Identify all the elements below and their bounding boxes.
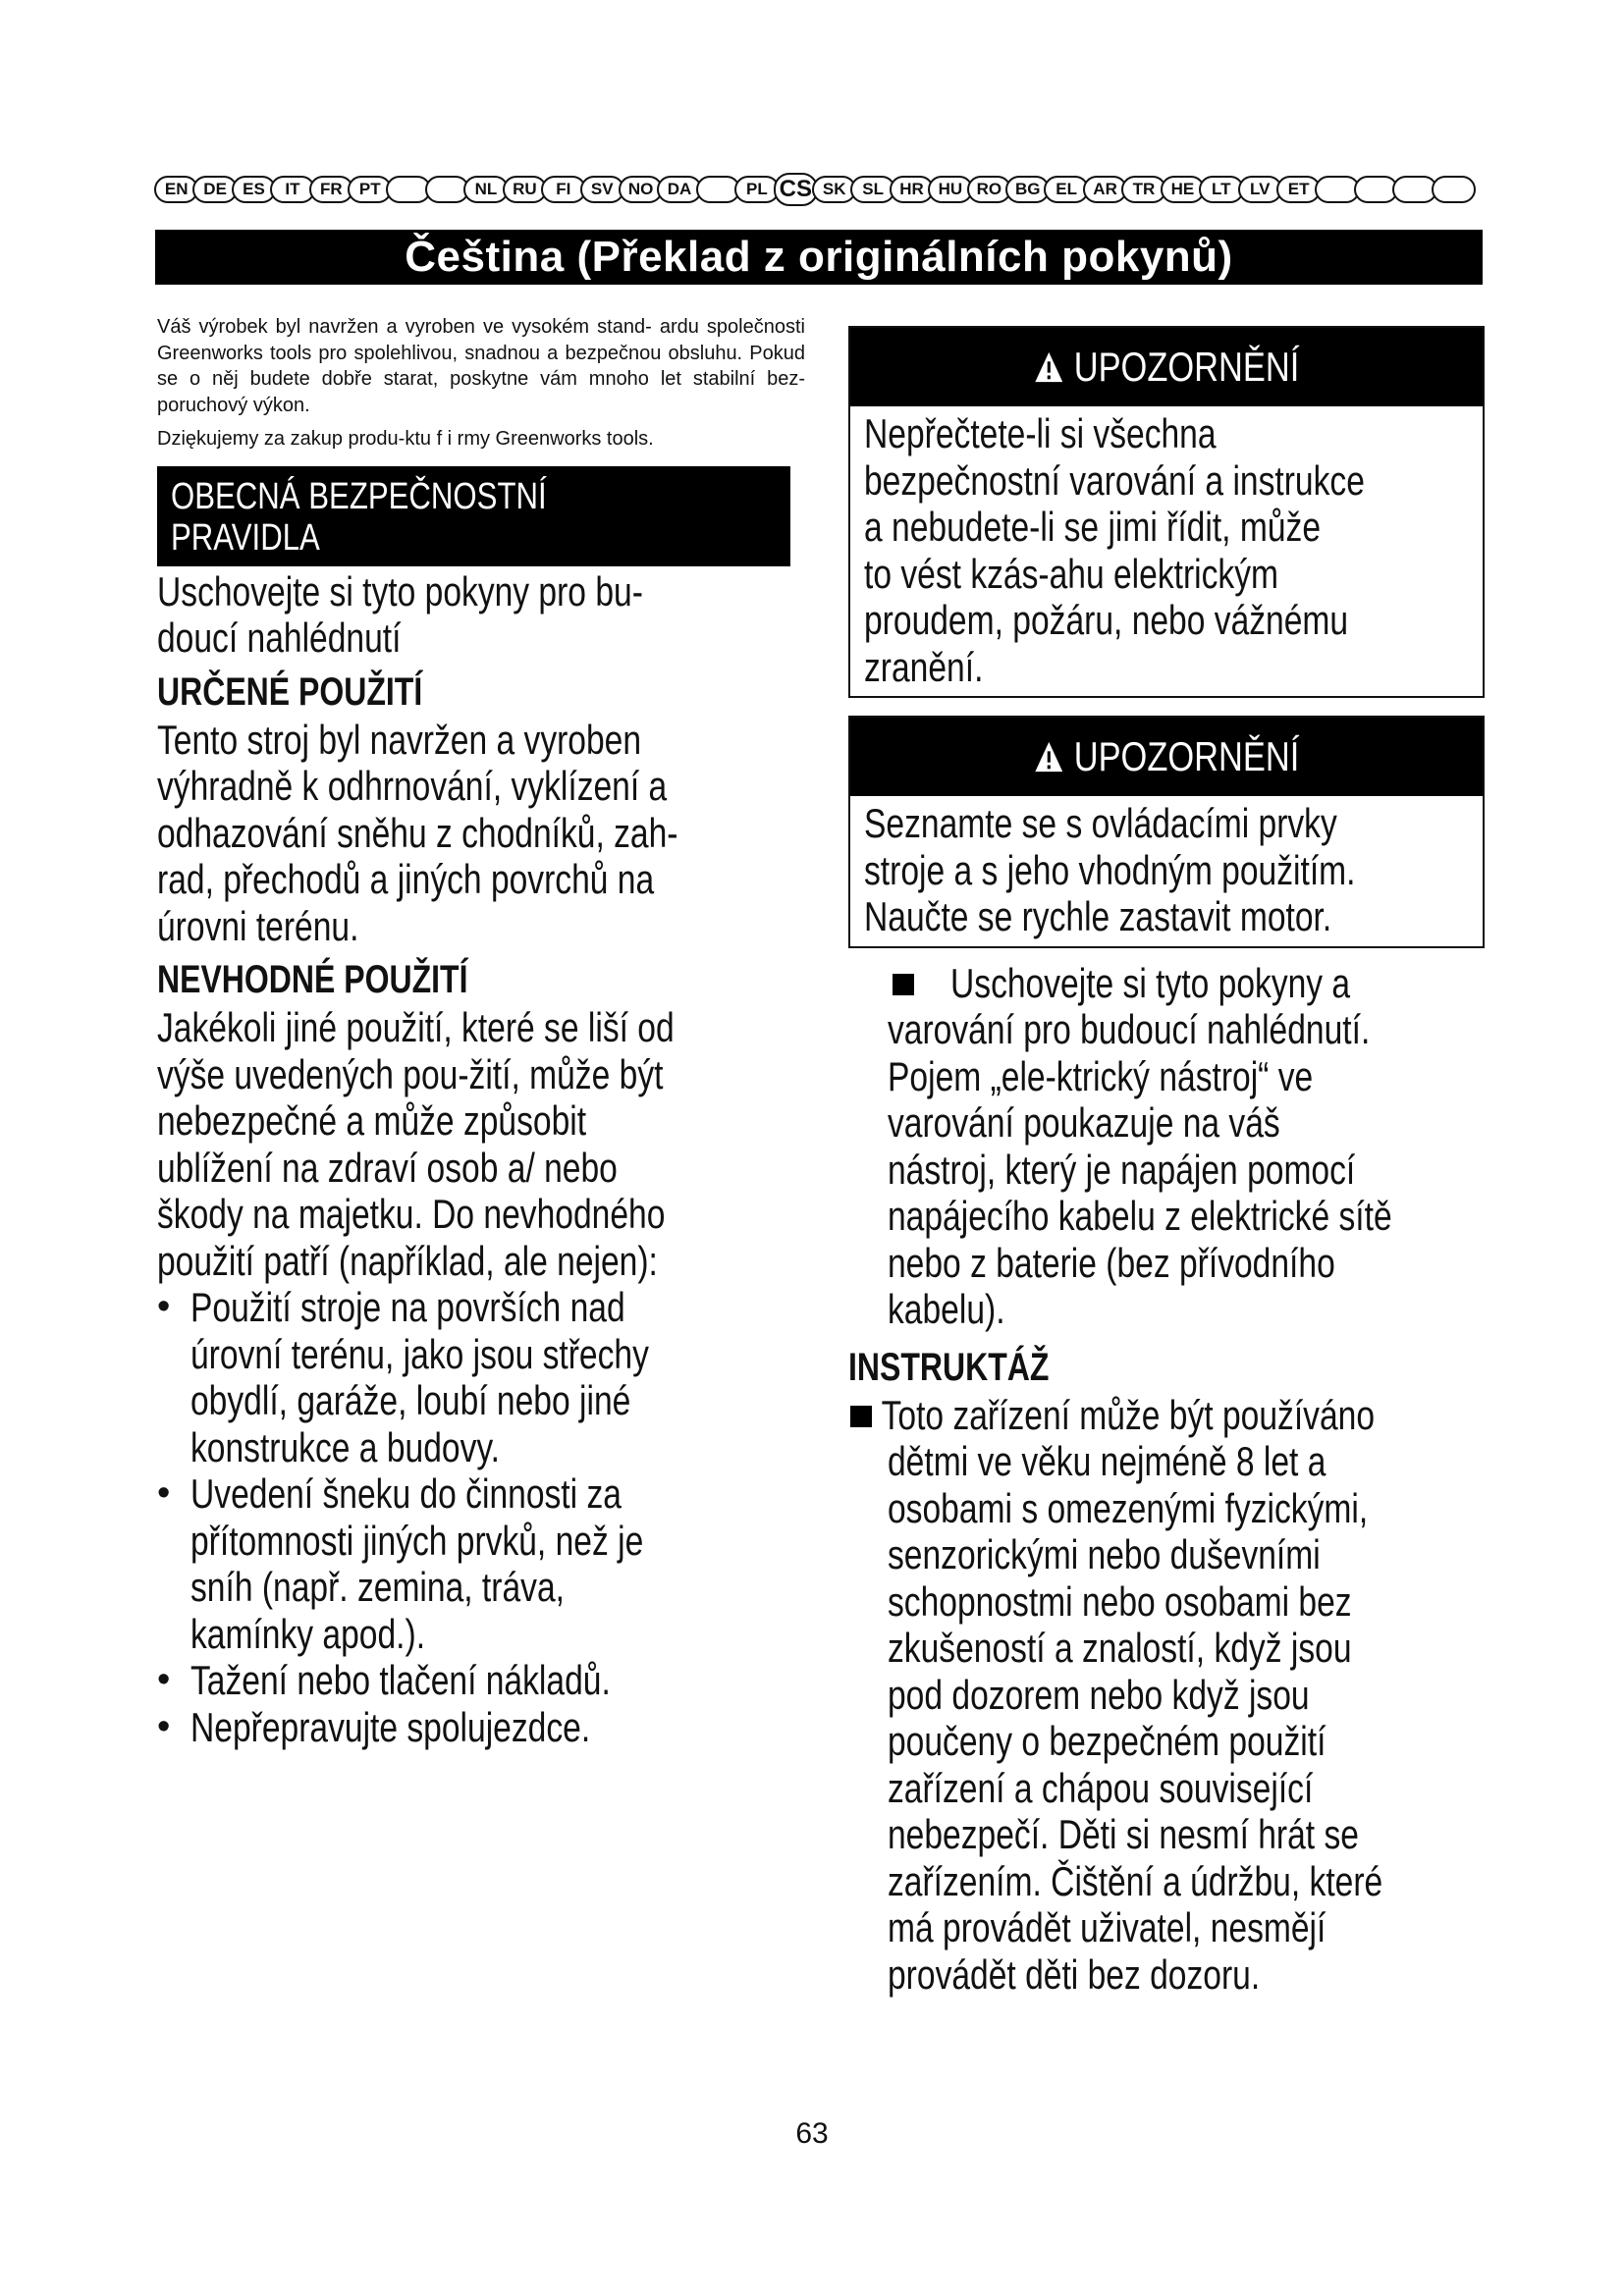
language-tab-ru[interactable]: RU (503, 176, 547, 203)
warning-triangle-icon (1034, 740, 1064, 774)
warning-box-2 (848, 716, 1485, 948)
improper-use-list (157, 1284, 805, 1750)
keep-instructions-text: Uschovejte si tyto pokyny pro bu- doucí nahlédnutí (157, 567, 643, 661)
list-item (157, 1470, 805, 1657)
text-line: škody na majetku. Do nevhodného (157, 1191, 666, 1237)
language-tab-sl[interactable]: SL (850, 176, 894, 203)
text-line: dětmi ve věku nejméně 8 let a (888, 1438, 1326, 1484)
page-title: Čeština (Překlad z originálních pokynů) (155, 230, 1483, 285)
language-tab-sk[interactable]: SK (812, 176, 856, 203)
warning-header: UPOZORNĚNÍ (850, 718, 1483, 796)
text-line: Pojem „ele-ktrický nástroj“ ve (888, 1052, 1314, 1099)
language-tab-de[interactable]: DE (192, 176, 237, 203)
text-line: schopnostmi nebo osobami bez (888, 1577, 1352, 1625)
language-tab-lt[interactable]: LT (1199, 176, 1243, 203)
text-line: osobami s omezenými fyzickými, (888, 1484, 1369, 1531)
list-item (157, 1284, 805, 1470)
warning-body (850, 796, 1483, 946)
language-tab-et[interactable]: ET (1276, 176, 1321, 203)
text-line: odhazování sněhu z chodníků, zah- (157, 809, 678, 856)
language-tab-pl[interactable]: PL (734, 176, 779, 203)
language-tab-el[interactable]: EL (1044, 176, 1088, 203)
language-tab-nl[interactable]: NL (463, 176, 508, 203)
intended-use-text (157, 717, 805, 950)
list-item-line: • Nepřepravujte spolujezdce. (190, 1703, 591, 1750)
language-tab-en[interactable]: EN (154, 176, 198, 203)
text-line: zkušeností a znalostí, když jsou (888, 1625, 1352, 1671)
text-line: varování pro budoucí nahlédnutí. (888, 1006, 1371, 1052)
text-line: zařízením. Čištění a údržbu, které (888, 1857, 1383, 1904)
text-line: má provádět uživatel, nesmějí (888, 1904, 1326, 1950)
text-line: Tento stroj byl navržen a vyroben (157, 716, 642, 763)
language-tab-cs[interactable]: CS (774, 173, 818, 206)
list-item-line: • Tažení nebo tlačení nákladů. (190, 1657, 611, 1703)
language-tab-tr[interactable]: TR (1121, 176, 1165, 203)
language-tab-hr[interactable]: HR (890, 176, 934, 203)
warning-line: Nepřečtete-li si všechna (864, 410, 1217, 456)
keep-warnings-text: Uschovejte si tyto pokyny a varování pro budoucí nahlédnutí. Pojem „ele-ktrický nástroj“ ve varování poukazuje na váš nástroj, který je napájen pomocí napájecího kabelu z elektrické sítě nebo z baterie (bez přívodního kabelu). (888, 959, 1392, 1332)
language-tab-lv[interactable]: LV (1238, 176, 1282, 203)
language-tab-no[interactable]: NO (619, 176, 663, 203)
warning-line: Seznamte se s ovládacími prvky (864, 800, 1337, 846)
instruction-text: Toto zařízení může být používáno dětmi ve věku nejméně 8 let a osobami s omezenými fyzickými, senzorickými nebo duševními schopnostmi nebo osobami bez zkušeností a znalostí, když jsou pod dozorem nebo když jsou poučeny o bezpečném použití zařízení a chápou související nebezpečí. Děti si nesmí hrát se zařízením. Čištění a údržbu, které má provádět uživatel, nesmějí provádět děti bez dozoru. (848, 1392, 1489, 1999)
list-item-line: přítomnosti jiných prvků, než je (190, 1517, 644, 1564)
list-item-line: obydlí, garáže, loubí nebo jiné (190, 1377, 631, 1423)
list-item-line: sníh (např. zemina, tráva, (190, 1564, 565, 1610)
text-line: kabelu). (888, 1286, 1005, 1332)
language-tab-da[interactable]: DA (657, 176, 701, 203)
warning-header: UPOZORNĚNÍ (850, 328, 1483, 406)
page-number: 63 (795, 2117, 829, 2150)
intro-paragraph: Váš výrobek byl navržen a vyroben ve vysokém stand- ardu společnosti Greenworks tools pro spolehlivou, snadnou a bezpečnou obsluhu. Pokud se o něj budete dobře starat, poskytne vám mnoho let stabilní bez- poruchový výkon. (157, 316, 805, 416)
text-line: výše uvedených pou-žití, může být (157, 1050, 664, 1097)
text-line: nebezpečí. Děti si nesmí hrát se (888, 1811, 1359, 1857)
text-line: výhradně k odhrnování, vyklízení a (157, 763, 668, 809)
language-tab-empty[interactable] (1315, 176, 1359, 203)
text-line: nebo z baterie (bez přívodního (888, 1239, 1335, 1286)
left-column (157, 314, 805, 1750)
list-item-line: úrovní terénu, jako jsou střechy (190, 1330, 649, 1377)
improper-use-heading: NEVHODNÉ POUŽITÍ (157, 958, 468, 1001)
text-line: pod dozorem nebo když jsou (888, 1671, 1310, 1718)
text-line: poučeny o bezpečném použití (888, 1718, 1326, 1764)
text-line: Jakékoli jiné použití, které se liší od (157, 1004, 675, 1050)
language-tab-pt[interactable]: PT (348, 176, 392, 203)
text-line: nebezpečné a může způsobit (157, 1097, 587, 1144)
list-item (157, 1704, 805, 1751)
text-line: zařízení a chápou související (888, 1764, 1314, 1811)
list-item-line: • Použití stroje na površích nad (190, 1284, 625, 1330)
language-tab-fr[interactable]: FR (309, 176, 353, 203)
language-tab-bg[interactable]: BG (1005, 176, 1050, 203)
language-tab-it[interactable]: IT (270, 176, 314, 203)
intended-use-heading: URČENÉ POUŽITÍ (157, 669, 423, 714)
instruction-heading: INSTRUKTÁŽ (848, 1345, 1050, 1389)
warning-line: stroje a s jeho vhodným použitím. (864, 846, 1356, 893)
improper-use-text (157, 1004, 805, 1284)
warning-line: a nebudete-li se jimi řídit, může (864, 504, 1322, 550)
language-tab-ro[interactable]: RO (967, 176, 1011, 203)
warning-line: bezpečnostní varování a instrukce (864, 456, 1365, 504)
text-line: použití patří (například, ale nejen): (157, 1237, 658, 1284)
list-item (157, 1657, 805, 1704)
language-tab-es[interactable]: ES (232, 176, 276, 203)
warning-line: zranění. (864, 643, 984, 690)
text-line: nástroj, který je napájen pomocí (888, 1146, 1356, 1193)
text-line: ublížení na zdraví osob a/ nebo (157, 1144, 618, 1191)
text-line: provádět děti bez dozoru. (888, 1950, 1261, 1998)
language-tab-fi[interactable]: FI (541, 176, 585, 203)
text-line: varování poukazuje na váš (888, 1099, 1280, 1146)
language-tab-sv[interactable]: SV (580, 176, 624, 203)
language-tab-empty[interactable] (1432, 176, 1476, 203)
list-item-line: kamínky apod.). (190, 1610, 426, 1657)
language-tab-ar[interactable]: AR (1083, 176, 1127, 203)
language-tab-empty[interactable] (1392, 176, 1436, 203)
warning-line: proudem, požáru, nebo vážnému (864, 597, 1349, 643)
list-item-line: • Uvedení šneku do činnosti za (190, 1470, 622, 1517)
language-tab-hu[interactable]: HU (928, 176, 972, 203)
text-line: senzorickými nebo duševními (888, 1531, 1321, 1577)
text-line: úrovni terénu. (157, 902, 359, 949)
language-tab-he[interactable]: HE (1161, 176, 1205, 203)
list-item-line: konstrukce a budovy. (190, 1423, 501, 1470)
text-line: rad, přechodů a jiných povrchů na (157, 856, 655, 902)
warning-box-1 (848, 326, 1485, 698)
thanks-paragraph: Dziękujemy za zakup produ-ktu f i rmy Greenworks tools. (157, 428, 654, 450)
text-line: napájecího kabelu z elektrické sítě (888, 1193, 1392, 1239)
warning-body (850, 406, 1483, 696)
warning-line: Naučte se rychle zastavit motor. (864, 893, 1332, 939)
warning-line: to vést kzás-ahu elektrickým (864, 550, 1279, 597)
language-tab-strip (157, 176, 1473, 205)
right-column (848, 326, 1489, 1998)
warning-triangle-icon (1034, 350, 1064, 384)
general-safety-heading: OBECNÁ BEZPEČNOSTNÍ PRAVIDLA (157, 466, 790, 566)
